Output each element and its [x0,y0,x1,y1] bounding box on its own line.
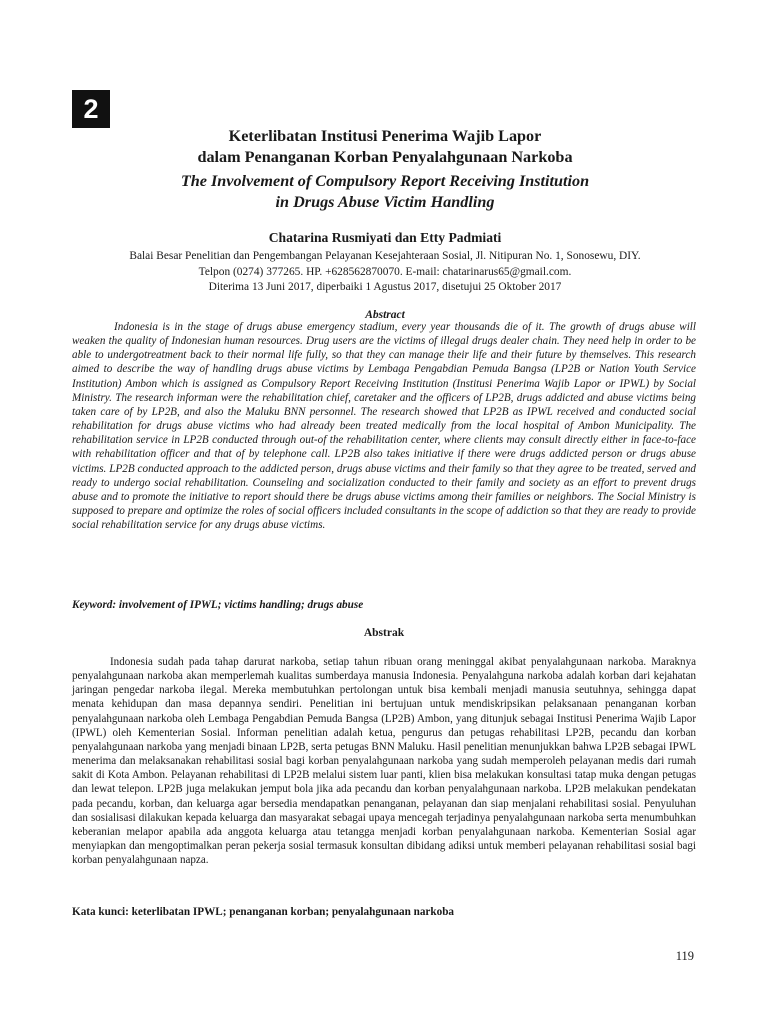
keywords-english: Keyword: involvement of IPWL; victims handling; drugs abuse [72,599,364,611]
abstrak-indonesian-text: Indonesia sudah pada tahap darurat narkoba, setiap tahun ribuan orang meninggal akibat penyalahgunaan narkoba. Maraknya penyalahgunaan narkoba akan memperlemah kualitas sumberdaya manusia Indonesia. Penyalahguna narkoba adalah korban dari kejahatan jaringan pengedar narkoba ilegal. Mereka membutuhkan pertolongan untuk bisa kembali menjadi manusia seutuhnya, sehingga dapat menata kehidupan dan masa depannya sendiri. Penelitian ini bertujuan untuk mendiskripsikan pelaksanaan penanganan korban penyalahgunaan narkoba oleh Lembaga Pengabdian Pemuda Bangsa (LP2B) Ambon, yang ditunjuk sebagai Institusi Penerima Wajib Lapor (IPWL) oleh Kementerian Sosial. Informan penelitian adalah ketua, pengurus dan petugas rehabilitasi LP2B, pecandu dan korban penyalahgunaan narkoba yang menjadi binaan LP2B, serta petugas BNN Maluku. Hasil penelitian menunjukkan bahwa LP2B sebagai IPWL menerima dan melaksanakan rehabilitasi sosial bagi korban penyalahgunaan narkoba yang sudah memperoleh pelayanan medis dari rumah sakit di Kota Ambon. Pelayanan rehabilitasi di LP2B melalui sistem luar panti, klien bisa melakukan konsultasi tatap muka dengan petugas dan lewat telepon. LP2B juga melakukan jemput bola jika ada pecandu dan korban penyalahgunaan narkoba. LP2B melakukan pendekatan pada pecandu, korban, dan keluarga agar bersedia mendapatkan penanganan, pelayanan dan siap menjalani rehabilitasi sosial. Penyuluhan dan sosialisasi dilakukan kepada keluarga dan masyarakat sebagai upaya mencegah terjadinya penyalahgunaan narkoba serta menumbuhkan keberanian melapor apabila ada anggota keluarga atau tetangga menjadi korban penyalahgunaan narkoba. Kementerian Sosial agar menyiapkan dan mengoptimalkan peran pekerja sosial termasuk konsultan dibidang adiksi untuk memberi pelayanan rehabilitasi sosial bagi korban penyalahgunaan napza. [72,656,696,867]
affiliation-contact: Telpon (0274) 377265. HP. +628562870070. E-mail: chatarinarus65@gmail.com. [198,265,572,278]
title-english-line2: in Drugs Abuse Victim Handling [275,193,495,211]
abstrak-heading: Abstrak [363,627,405,639]
page-number: 119 [675,949,694,963]
title-english-line1: The Involvement of Compulsory Report Receiving Institution [180,172,590,190]
keywords-indonesian: Kata kunci: keterlibatan IPWL; penanganan korban; penyalahgunaan narkoba [72,906,455,918]
affiliation [72,249,698,296]
authors: Chatarina Rusmiyati dan Etty Padmiati [268,230,502,245]
abstract-english-text: Indonesia is in the stage of drugs abuse emergency stadium, every year thousands die of it. The growth of drugs abuse will weaken the quality of Indonesian human resources. Drug users are the victims of illegal drugs dealer chain. They need help in order to be able to undergotreatment back to their normal life fully, so that they can manage their life and their future by themselves. This research aimed to describe the way of handling drugs abuse victims by Lembaga Pengabdian Pemuda Bangsa (LP2B or Nation Youth Service Institution) Ambon which is assigned as Compulsory Report Receiving Institution (Institusi Penerima Wajib Lapor or IPWL) by Social Ministry. The research informan were the rehabilitation chief, caretaker and the officers of LP2B, drugs addicted and abuse victims being taken care of by LP2B, and also the Maluku BNN personnel. The research showed that LP2B as IPWL received and conducted social rehabilitation for drugs abuse victims who had already been treated medically from the local hospital of Ambon Municipality. The rehabilitation service in LP2B conducted through out-of the rehabilitation center, where clients may consult directly either in face-to-face with rehabilitation officer and that of by telephone call. LP2B also takes initiative if there were drugs addicted person or drugs abuse victims. LP2B conducted approach to the addicted person, drugs abuse victims and their family so that they agree to be treated, served and ready to undergo social rehabilitation. Counseling and socialization conducted to their family and society as an effort to prevent drugs abuse and to promote the initiative to report should there be drugs abuse victims among their families or neighbors. The Social Ministry is supposed to prepare and optimize the roles of social officers included consultants in the scope of addiction so that they are ready to provide social rehabilitation service for any drugs abuse victims. [72,321,696,532]
title-indonesian-line1: Keterlibatan Institusi Penerima Wajib Lapor [228,127,542,145]
chapter-number-badge: 2 [72,90,110,128]
title-indonesian-line2: dalam Penanganan Korban Penyalahgunaan Narkoba [197,148,573,166]
affiliation-address: Balai Besar Penelitian dan Pengembangan Pelayanan Kesejahteraan Sosial, Jl. Nitipuran No. 1, Sonosewu, DIY. [129,250,641,262]
title-indonesian [72,126,698,168]
title-block [72,126,698,321]
title-english [72,171,698,213]
affiliation-dates: Diterima 13 Juni 2017, diperbaiki 1 Agustus 2017, disetujui 25 Oktober 2017 [208,281,562,293]
abstract-heading: Abstract [365,308,405,321]
